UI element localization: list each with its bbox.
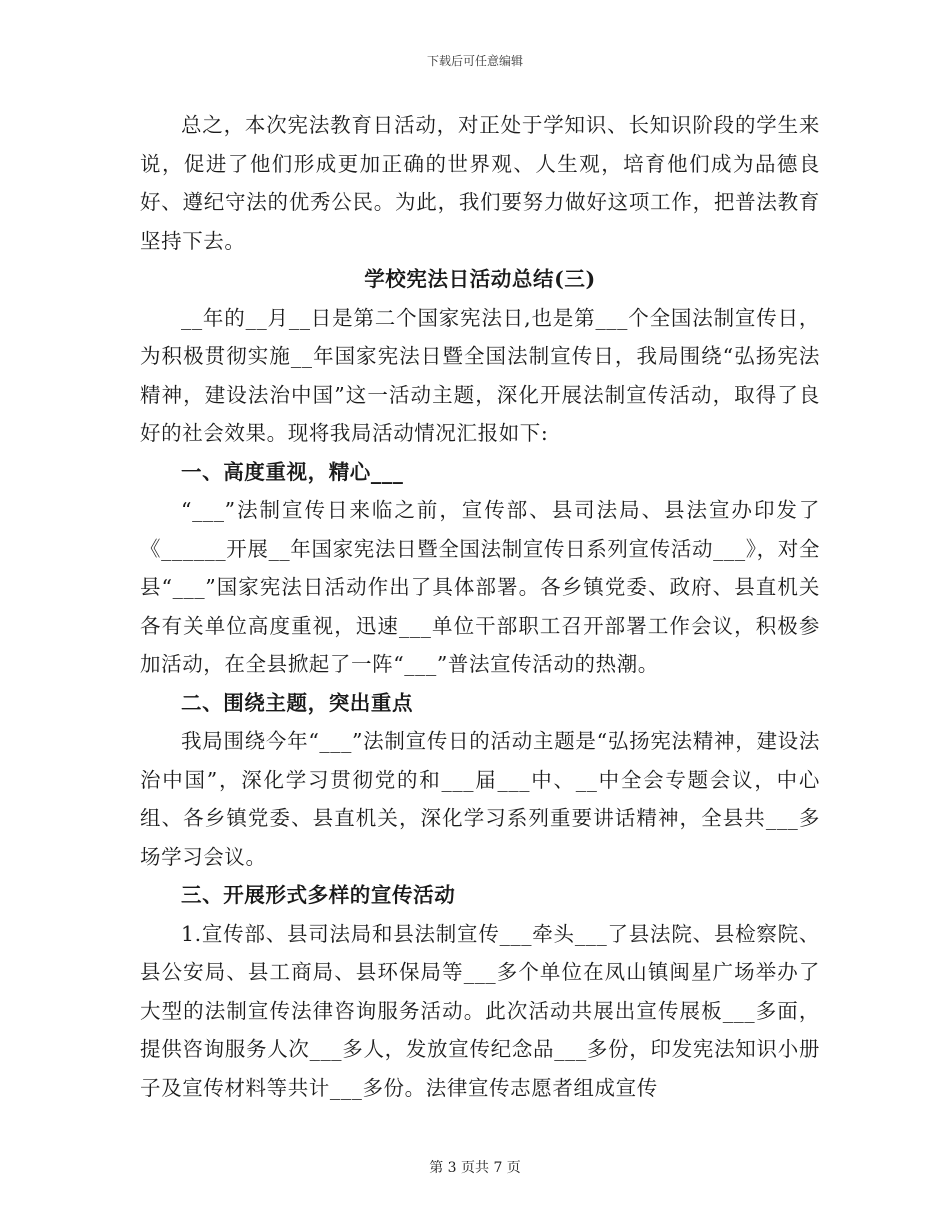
page-header: 下载后可任意编辑 [426, 54, 523, 68]
paragraph-section-1: “___”法制宣传日来临之前，宣传部、县司法局、县法宣办印发了《______开展__年国家宪法日暨全国法制宣传日系列宣传活动___》，对全县“___”国家宪法日活动作出了具体部署。各乡镇党委、政府、县直机关各有关单位高度重视，迅速___单位干部职工召开部署工作会议，积极参加活动，在全县掀起了一阵“___”普法宣传活动的热潮。 [140, 498, 820, 676]
page-footer: 第 3 页共 7 页 [429, 1160, 521, 1176]
paragraph-section-3: 1.宣传部、县司法局和县法制宣传___牵头___了县法院、县检察院、县公安局、县工商局、县环保局等___多个单位在凤山镇闽星广场举办了大型的法制宣传法律咨询服务活动。此次活动共展出宣传展板___多面，提供咨询服务人次___多人，发放宣传纪念品___多份，印发宪法知识小册子及宣传材料等共计___多份。法律宣传志愿者组成宣传 [140, 921, 820, 1100]
section-title: 学校宪法日活动总结(三) [364, 267, 596, 291]
heading-1: 一、高度重视，精心___ [181, 459, 404, 484]
document-body [140, 106, 820, 1107]
paragraph-intro: __年的__月__日是第二个国家宪法日,也是第___个全国法制宣传日，为积极贯彻实施__年国家宪法日暨全国法制宣传日，我局围绕“弘扬宪法精神，建设法治中国”这一活动主题，深化开展法制宣传活动，取得了良好的社会效果。现将我局活动情况汇报如下: [140, 305, 820, 445]
paragraph-section-2: 我局围绕今年“___”法制宣传日的活动主题是“弘扬宪法精神，建设法治中国”，深化学习贯彻党的和___届___中、__中全会专题会议，中心组、各乡镇党委、县直机关，深化学习系列重要讲话精神，全县共___多场学习会议。 [140, 729, 820, 869]
heading-3: 三、开展形式多样的宣传活动 [181, 883, 456, 907]
paragraph-conclusion: 总之，本次宪法教育日活动，对正处于学知识、长知识阶段的学生来说，促进了他们形成更加正确的世界观、人生观，培育他们成为品德良好、遵纪守法的优秀公民。为此，我们要努力做好这项工作，把普法教育坚持下去。 [140, 113, 820, 253]
heading-2: 二、围绕主题，突出重点 [181, 690, 414, 715]
